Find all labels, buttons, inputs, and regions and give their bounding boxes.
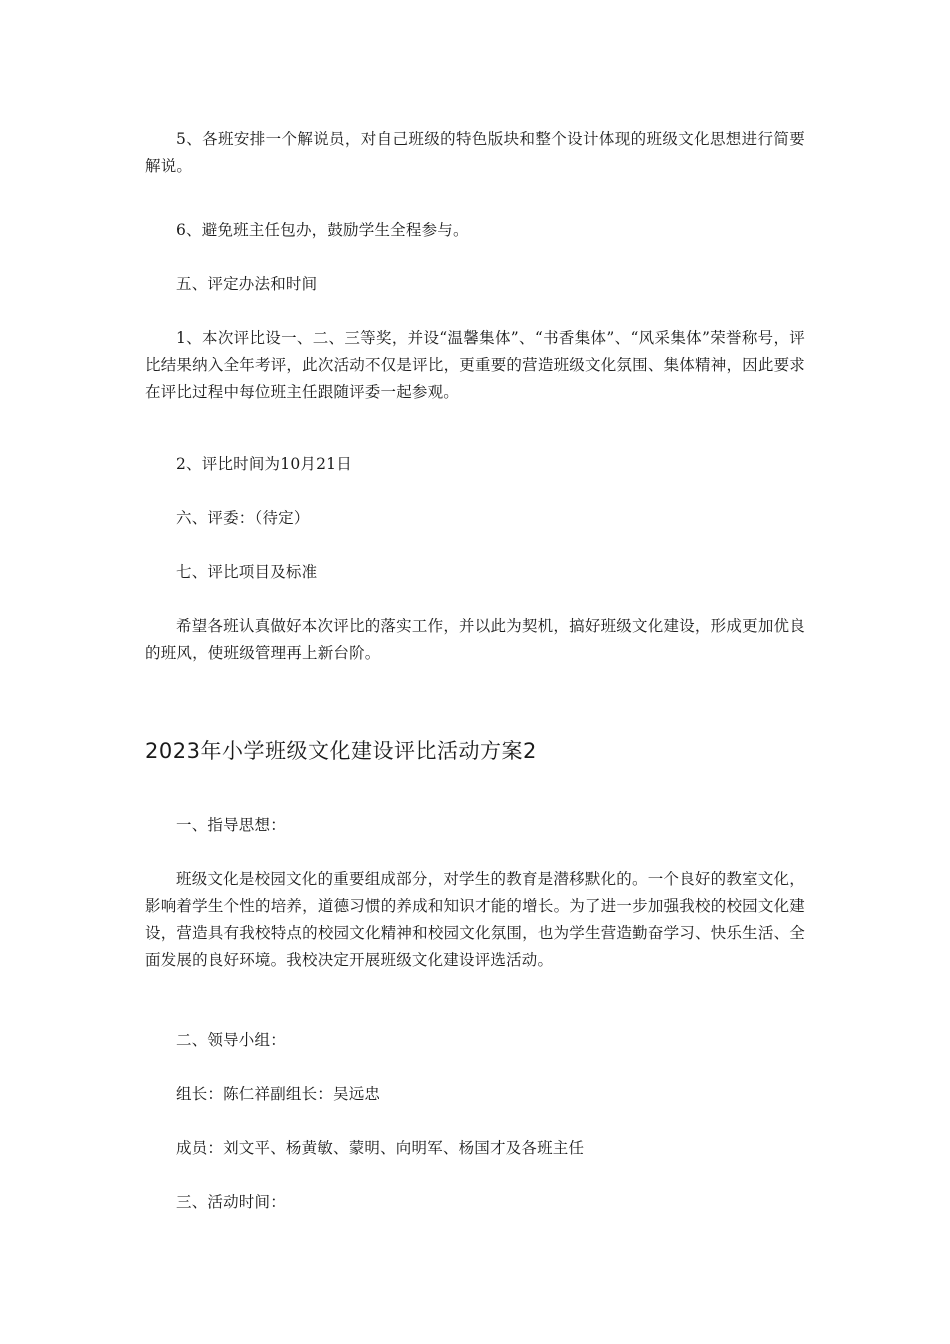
section-heading-criteria: 七、评比项目及标准 (176, 563, 318, 581)
section-heading-activity-time: 三、活动时间： (176, 1193, 286, 1211)
section-heading-leadership: 二、领导小组： (176, 1031, 286, 1049)
paragraph-closing: 希望各班认真做好本次评比的落实工作，并以此为契机，搞好班级文化建设，形成更加优良的班风，使班级管理再上新台阶。 (145, 617, 805, 662)
paragraph-guiding-idea: 班级文化是校园文化的重要组成部分，对学生的教育是潜移默化的。一个良好的教室文化，影响着学生个性的培养，道德习惯的养成和知识才能的增长。为了进一步加强我校的校园文化建设，营造具有我校特点的校园文化精神和校园文化氛围，也为学生营造勤奋学习、快乐生活、全面发展的良好环境。我校决定开展班级文化建设评选活动。 (145, 870, 805, 969)
paragraph-leaders: 组长：陈仁祥副组长：吴远忠 (176, 1085, 381, 1103)
paragraph-members: 成员：刘文平、杨黄敏、蒙明、向明军、杨国才及各班主任 (176, 1139, 585, 1157)
document-section-title: 2023年小学班级文化建设评比活动方案2 (145, 739, 537, 763)
section-heading-guiding-idea: 一、指导思想： (176, 816, 286, 834)
paragraph-evaluation-time: 2、评比时间为10月21日 (176, 455, 352, 473)
paragraph-item-5: 5、各班安排一个解说员，对自己班级的特色版块和整个设计体现的班级文化思想进行简要解说。 (145, 130, 805, 175)
paragraph-item-6: 6、避免班主任包办，鼓励学生全程参与。 (176, 221, 469, 239)
section-heading-evaluation-method: 五、评定办法和时间 (176, 275, 318, 293)
paragraph-evaluation-awards: 1、本次评比设一、二、三等奖，并设“温馨集体”、“书香集体”、“风采集体”荣誉称号，评比结果纳入全年考评，此次活动不仅是评比，更重要的营造班级文化氛围、集体精神，因此要求在评比过程中每位班主任跟随评委一起参观。 (145, 329, 805, 401)
section-heading-judges: 六、评委：（待定） (176, 509, 310, 527)
